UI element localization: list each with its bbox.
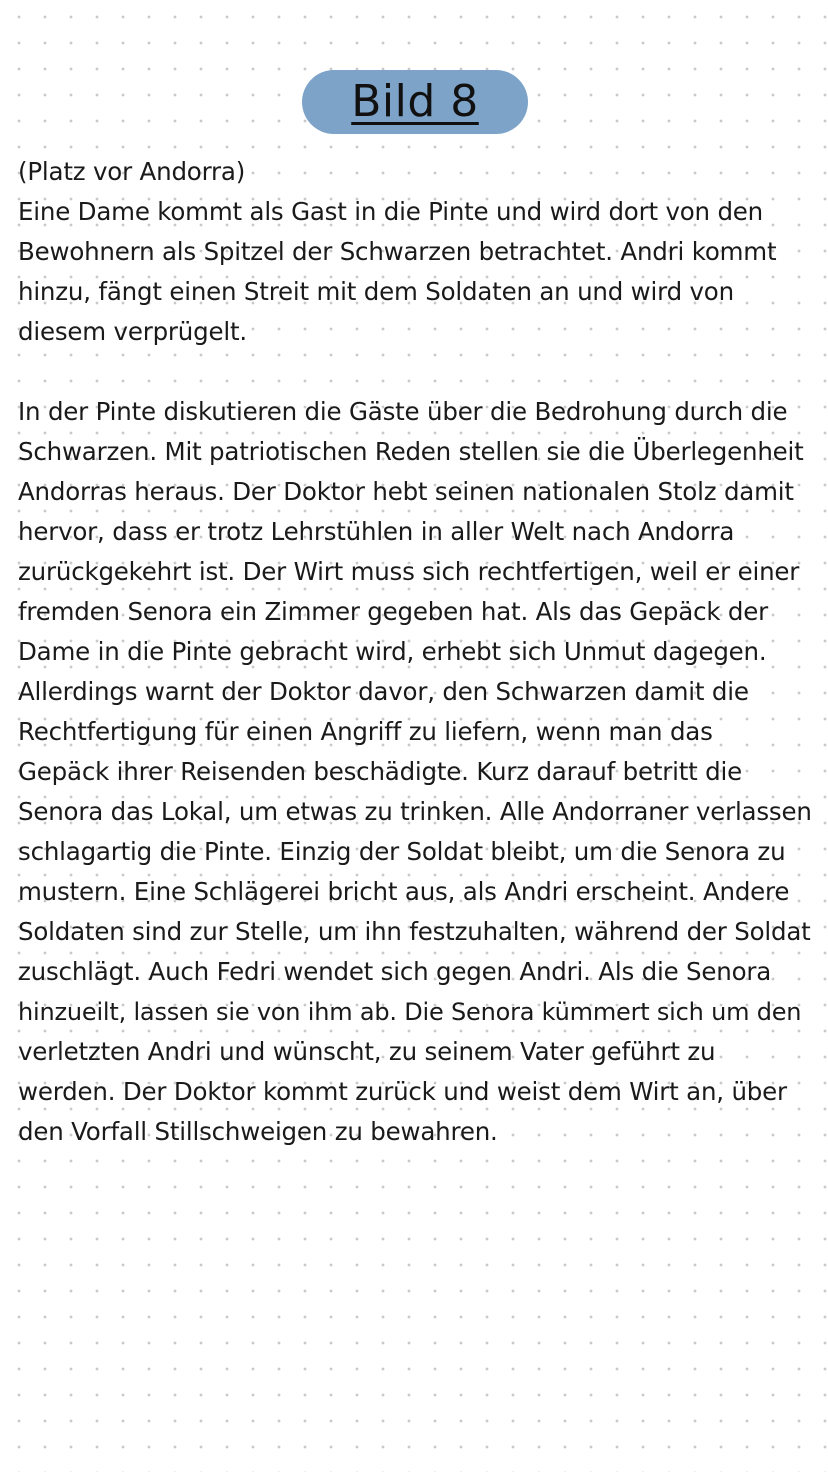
summary-line: hinzu, fängt einen Streit mit dem Soldaten an und wird von: [18, 277, 734, 306]
detail-line: den Vorfall Stillschweigen zu bewahren.: [18, 1117, 498, 1146]
detail-line: In der Pinte diskutieren die Gäste über die Bedrohung durch die: [18, 397, 788, 426]
summary-line: Eine Dame kommt als Gast in die Pinte und wird dort von den: [18, 197, 764, 226]
detail-line: verletzten Andri und wünscht, zu seinem Vater geführt zu: [18, 1037, 716, 1066]
detail-line: fremden Senora ein Zimmer gegeben hat. Als das Gepäck der: [18, 597, 769, 626]
detail-line: mustern. Eine Schlägerei bricht aus, als Andri erscheint. Andere: [18, 877, 790, 906]
summary-paragraph: [18, 192, 816, 352]
detail-line: hinzueilt, lassen sie von ihm ab. Die Senora kümmert sich um den: [18, 998, 802, 1026]
summary-line: Bewohnern als Spitzel der Schwarzen betrachtet. Andri kommt: [18, 237, 777, 266]
note-content: [18, 152, 816, 1152]
detail-line: zuschlägt. Auch Fedri wendet sich gegen Andri. Als die Senora: [18, 957, 772, 986]
detail-line: schlagartig die Pinte. Einzig der Soldat bleibt, um die Senora zu: [18, 837, 786, 866]
detail-line: Rechtfertigung für einen Angriff zu liefern, wenn man das: [18, 717, 713, 746]
detail-line: Gepäck ihrer Reisenden beschädigte. Kurz darauf betritt die: [18, 757, 742, 786]
detail-line: hervor, dass er trotz Lehrstühlen in aller Welt nach Andorra: [18, 517, 735, 546]
page-title: Bild 8: [351, 76, 479, 127]
detail-line: Andorras heraus. Der Doktor hebt seinen nationalen Stolz damit: [18, 477, 794, 506]
detail-line: Dame in die Pinte gebracht wird, erhebt sich Unmut dagegen.: [18, 637, 767, 666]
detail-line: Senora das Lokal, um etwas zu trinken. Alle Andorraner verlassen: [18, 797, 812, 826]
detail-line: Soldaten sind zur Stelle, um ihn festzuhalten, während der Soldat: [18, 917, 811, 946]
setting-line: (Platz vor Andorra): [18, 157, 246, 186]
detail-line: zurückgekehrt ist. Der Wirt muss sich rechtfertigen, weil er einer: [18, 557, 800, 586]
detail-line: Schwarzen. Mit patriotischen Reden stellen sie die Überlegenheit: [18, 437, 804, 466]
title-badge: [302, 70, 528, 134]
detail-line: Allerdings warnt der Doktor davor, den Schwarzen damit die: [18, 677, 749, 706]
summary-line: diesem verprügelt.: [18, 317, 247, 346]
detail-line: werden. Der Doktor kommt zurück und weist dem Wirt an, über: [18, 1077, 787, 1106]
detail-paragraph: [18, 392, 816, 1152]
paragraph-gap: [18, 352, 816, 392]
